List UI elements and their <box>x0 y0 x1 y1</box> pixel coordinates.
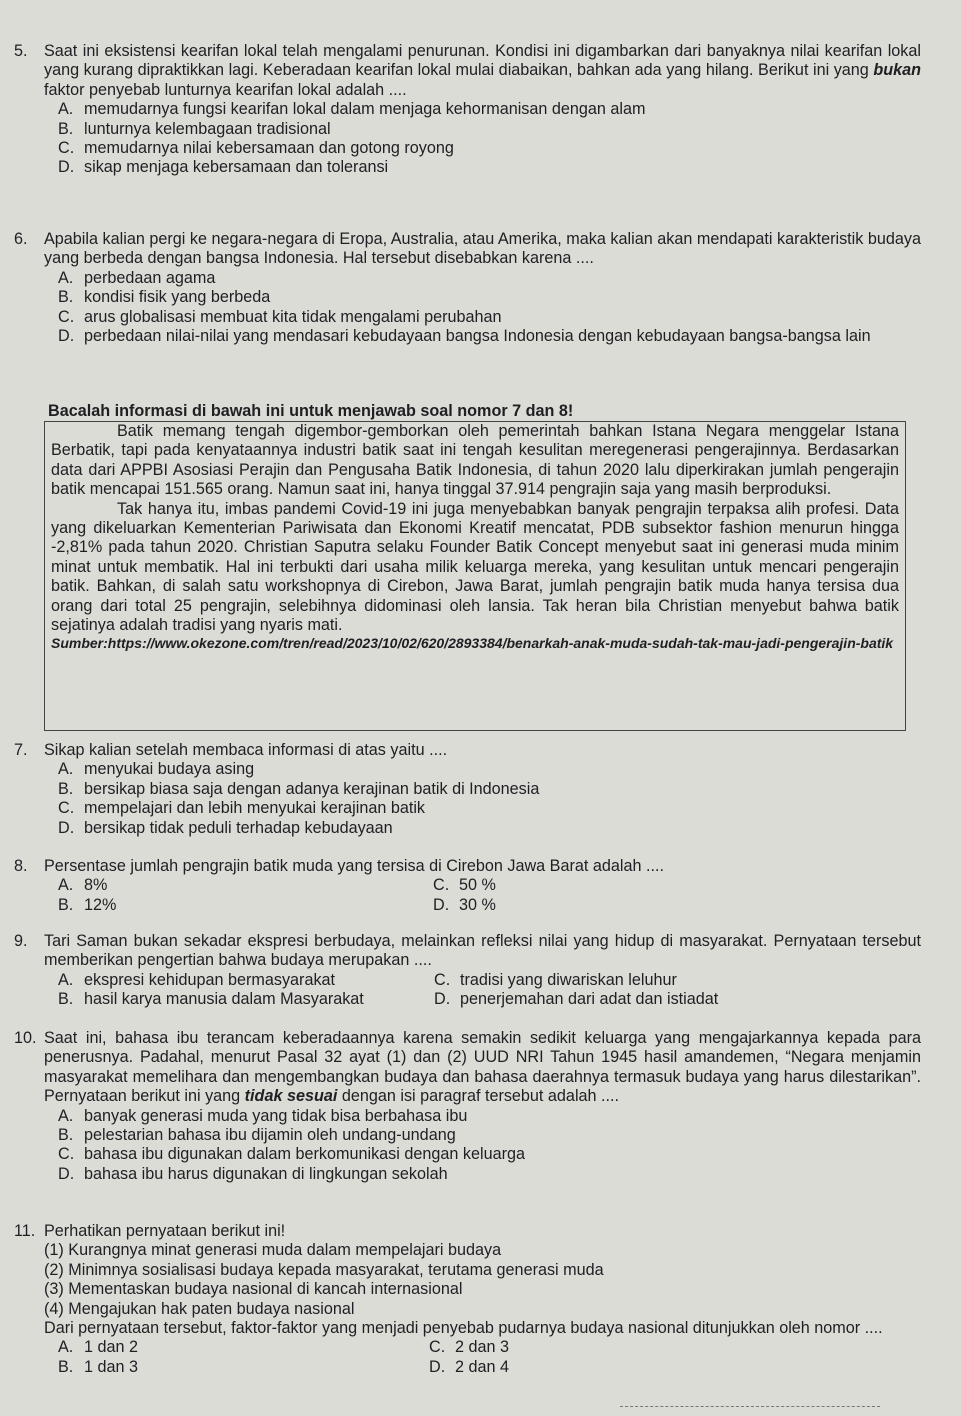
option-a[interactable]: A. perbedaan agama <box>58 268 216 287</box>
option-c[interactable]: C. arus globalisasi membuat kita tidak mengalami perubahan <box>58 307 502 326</box>
question-7 <box>14 741 921 838</box>
info-paragraph-2: Tak hanya itu, imbas pandemi Covid-19 ini juga menyebabkan banyak pengrajin terpaksa alih profesi. Data yang dikeluarkan Kementerian Pariwisata dan Ekonomi Kreatif mencatat, PDB subsektor fashion menurun hingga -2,81% pada tahun 2020. Christian Saputra selaku Founder Batik Concept menyebut saat ini generasi muda minim minat untuk membatik. Hal ini terbukti dari usaha milik keluarga mereka, yang kesulitan untuk mencari pengerajin batik. Bahkan, di salah satu workshopnya di Cirebon, Jawa Barat, jumlah pengrajin batik muda hanya tersisa dua orang dari total 25 pengrajin, selebihnya didominasi oleh lansia. Tak heran bila Christian menyebut bahwa batik sejatinya adalah tradisi yang nyaris mati. <box>51 499 899 635</box>
option-d[interactable]: D. 30 % <box>433 895 496 914</box>
question-number: 5. <box>14 42 28 60</box>
question-number: 7. <box>14 741 28 759</box>
option-d[interactable]: D. bahasa ibu harus digunakan di lingkungan sekolah <box>58 1164 448 1183</box>
question-10 <box>14 1029 921 1184</box>
option-a[interactable]: A. menyukai budaya asing <box>58 760 255 779</box>
option-d[interactable]: D. penerjemahan dari adat dan istiadat <box>434 990 719 1009</box>
question-number: 6. <box>14 230 28 248</box>
question-stem: Saat ini eksistensi kearifan lokal telah mengalami penurunan. Kondisi ini digambarkan dari banyaknya nilai kearifan lokal yang kurang dipraktikkan lagi. Keberadaan kearifan lokal mulai diabaikan, bahkan ada yang hilang. Berikut ini yang bukan faktor penyebab lunturnya kearifan lokal adalah .... <box>44 42 921 99</box>
option-b[interactable]: B. 1 dan 3 <box>58 1357 139 1376</box>
question-number: 11. <box>14 1222 36 1240</box>
question-stem: Perhatikan pernyataan berikut ini! <box>44 1222 286 1240</box>
option-c[interactable]: C. 2 dan 3 <box>429 1338 510 1357</box>
info-box <box>44 421 906 731</box>
question-11 <box>14 1222 921 1377</box>
option-b[interactable]: B. kondisi fisik yang berbeda <box>58 288 271 307</box>
option-c[interactable]: C. tradisi yang diwariskan leluhur <box>434 970 677 989</box>
option-b[interactable]: B. bersikap biasa saja dengan adanya kerajinan batik di Indonesia <box>58 779 540 798</box>
question-number: 9. <box>14 932 28 950</box>
question-9 <box>14 932 921 1010</box>
option-c[interactable]: C. memudarnya nilai kebersamaan dan gotong royong <box>58 139 454 158</box>
option-c[interactable]: C. 50 % <box>433 876 496 895</box>
info-source: Sumber:https://www.okezone.com/tren/read/2023/10/02/620/2893384/benarkah-anak-muda-sudah-tak-mau-jadi-pengerajin-batik <box>51 635 894 652</box>
question-stem: Apabila kalian pergi ke negara-negara di Eropa, Australia, atau Amerika, maka kalian akan mendapati karakteristik budaya yang berbeda dengan bangsa Indonesia. Hal tersebut disebabkan karena .... <box>44 230 921 268</box>
option-a[interactable]: A. 8% <box>58 876 108 895</box>
question-stem: Persentase jumlah pengrajin batik muda yang tersisa di Cirebon Jawa Barat adalah .... <box>44 857 664 875</box>
question-number: 10. <box>14 1029 37 1047</box>
option-d[interactable]: D. perbedaan nilai-nilai yang mendasari kebudayaan bangsa Indonesia dengan kebudayaan bangsa-bangsa lain <box>58 327 871 346</box>
option-b[interactable]: B. 12% <box>58 895 117 914</box>
info-paragraph-1: Batik memang tengah digembor-gemborkan oleh pemerintah bahkan Istana Negara menggelar Istana Berbatik, tapi pada kenyataannya industri batik saat ini tengah kesulitan meregenerasi pengerajinnya. Berdasarkan data dari APPBI Asosiasi Perajin dan Pengusaha Batik Indonesia, di tahun 2020 lalu diperkirakan jumlah pengerajin batik mencapai 151.565 orang. Namun saat ini, hanya tinggal 37.914 pengrajin saja yang masih berproduksi. <box>51 422 899 499</box>
option-b[interactable]: B. lunturnya kelembagaan tradisional <box>58 119 331 138</box>
statement-3: (3) Mementaskan budaya nasional di kancah internasional <box>44 1280 463 1299</box>
option-c[interactable]: C. mempelajari dan lebih menyukai kerajinan batik <box>58 799 426 818</box>
option-a[interactable]: A. 1 dan 2 <box>58 1338 139 1357</box>
option-c[interactable]: C. bahasa ibu digunakan dalam berkomunikasi dengan keluarga <box>58 1145 525 1164</box>
option-d[interactable]: D. 2 dan 4 <box>429 1357 510 1376</box>
info-title: Bacalah informasi di bawah ini untuk menjawab soal nomor 7 dan 8! <box>48 402 574 420</box>
option-a[interactable]: A. banyak generasi muda yang tidak bisa berbahasa ibu <box>58 1106 468 1125</box>
question-stem: Saat ini, bahasa ibu terancam keberadaannya karena semakin sedikit keluarga yang mengajarkannya kepada para penerusnya. Padahal, menurut Pasal 32 ayat (1) dan (2) UUD NRI Tahun 1945 hasil amandemen, “Negara menjamin masyarakat memelihara dan mengembangkan budaya dan bahasa daerahnya termasuk budaya yang harus dilestarikan”. Pernyataan berikut ini yang tidak sesuai dengan isi paragraf tersebut adalah .... <box>44 1029 921 1106</box>
option-d[interactable]: D. sikap menjaga kebersamaan dan toleransi <box>58 158 389 177</box>
question-prompt: Dari pernyataan tersebut, faktor-faktor yang menjadi penyebab pudarnya budaya nasional ditunjukkan oleh nomor .... <box>44 1319 883 1338</box>
statement-2: (2) Minimnya sosialisasi budaya kepada masyarakat, terutama generasi muda <box>44 1260 604 1279</box>
question-stem: Tari Saman bukan sekadar ekspresi berbudaya, melainkan refleksi nilai yang hidup di masyarakat. Pernyataan tersebut memberikan pengertian bahwa budaya merupakan .... <box>44 932 921 970</box>
option-a[interactable]: A. ekspresi kehidupan bermasyarakat <box>58 970 336 989</box>
statement-4: (4) Mengajukan hak paten budaya nasional <box>44 1299 355 1318</box>
divider <box>620 1406 880 1407</box>
question-number: 8. <box>14 857 28 875</box>
question-5 <box>14 42 921 178</box>
option-a[interactable]: A. memudarnya fungsi kearifan lokal dalam menjaga kehormanisan dengan alam <box>58 100 646 119</box>
question-6 <box>14 230 921 346</box>
question-stem: Sikap kalian setelah membaca informasi di atas yaitu .... <box>44 741 448 759</box>
option-b[interactable]: B. hasil karya manusia dalam Masyarakat <box>58 990 364 1009</box>
option-d[interactable]: D. bersikap tidak peduli terhadap kebudayaan <box>58 818 393 837</box>
question-8 <box>14 857 921 915</box>
statement-1: (1) Kurangnya minat generasi muda dalam mempelajari budaya <box>44 1241 502 1260</box>
option-b[interactable]: B. pelestarian bahasa ibu dijamin oleh undang-undang <box>58 1126 456 1145</box>
